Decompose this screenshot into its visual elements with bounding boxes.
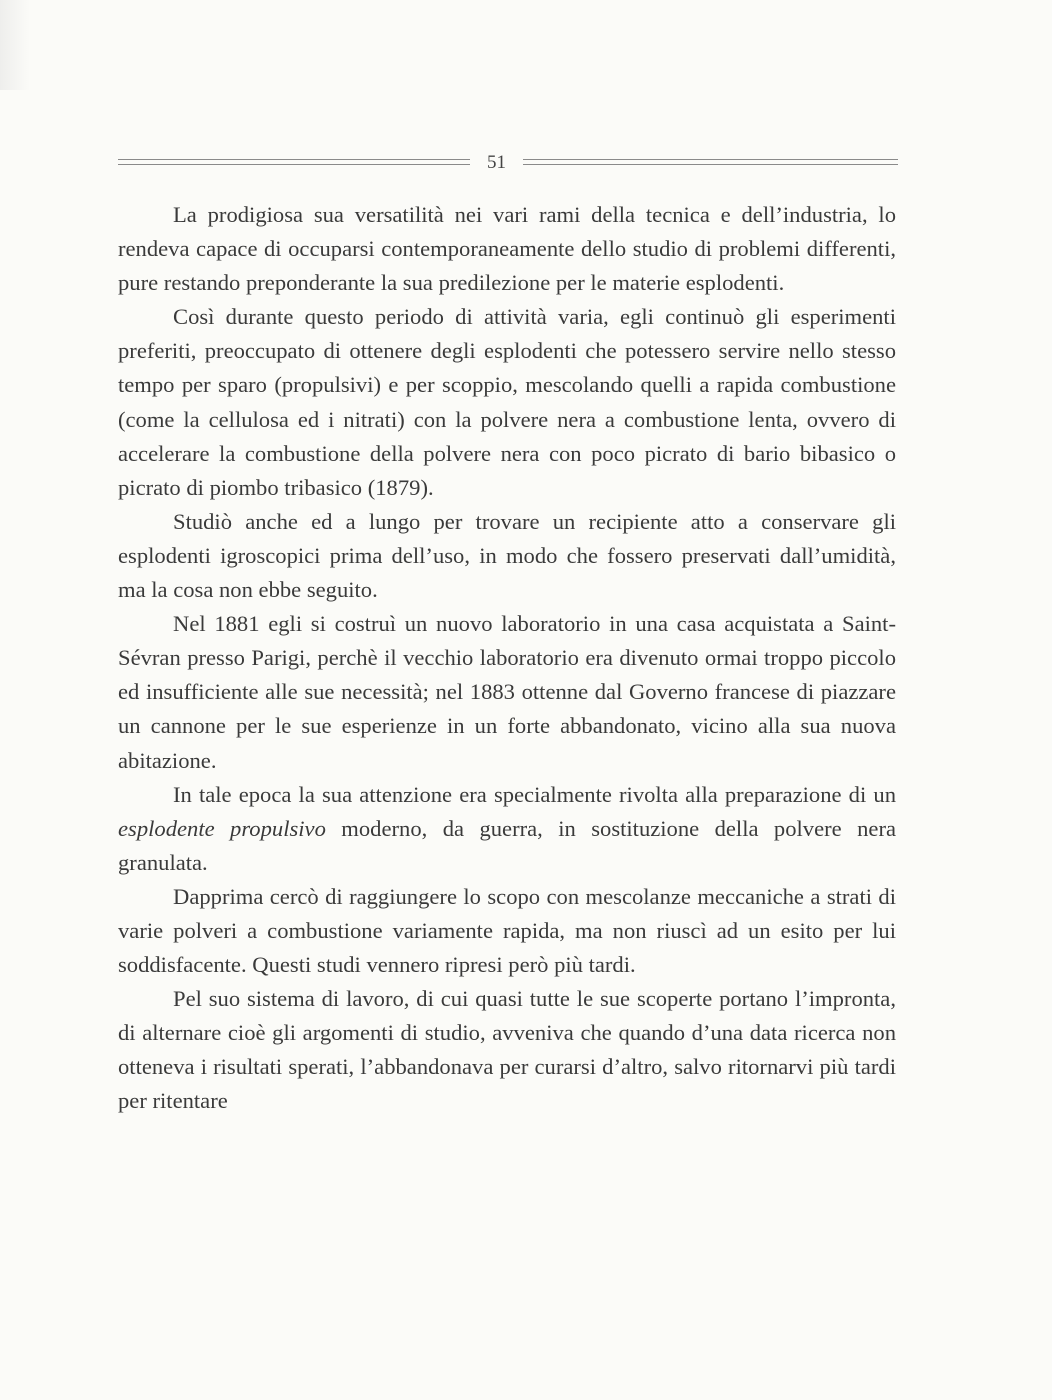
paragraph-2: Così durante questo periodo di attività varia, egli continuò gli esperimenti preferiti, preoccupato di ottenere degli esplodenti che potessero servire nello stesso tempo per sparo (propulsivi) e per scoppio, mescolando quelli a rapida combustione (come la cellulosa ed i nitrati) con la polvere nera a combustione lenta, ovvero di accelerare la combustione della polvere nera con poco picrato di bario bibasico o picrato di piombo tribasico (1879). <box>118 304 896 500</box>
paragraph-6: Dapprima cercò di raggiungere lo scopo con mescolanze meccaniche a strati di varie polveri a combustione variamente rapida, ma non riuscì ad un esito per lui soddisfacente. Questi studi vennero ripresi però più tardi. <box>118 883 896 978</box>
page-header <box>118 152 898 174</box>
paragraph-3: Studiò anche ed a lungo per trovare un recipiente atto a conservare gli esplodenti igroscopici prima dell’uso, in modo che fossero preservati dall’umidità, ma la cosa non ebbe seguito. <box>118 508 896 603</box>
paragraph-5-emphasis: esplodente propulsivo <box>118 815 326 841</box>
paragraph-5-after: moderno, da guerra, in sostituzione della polvere nera granulata. <box>118 815 896 875</box>
paragraph-5 <box>118 778 896 880</box>
paragraph-4: Nel 1881 egli si costruì un nuovo laboratorio in una casa acquistata a Saint-Sévran presso Parigi, perchè il vecchio laboratorio era divenuto ormai troppo piccolo ed insufficiente alle sue necessità; nel 1883 ottenne dal Governo francese di piazzare un cannone per le sue esperienze in un forte abbandonato, vicino alla sua nuova abitazione. <box>118 611 896 773</box>
body-text <box>118 198 896 1119</box>
paragraph-7: Pel suo sistema di lavoro, di cui quasi tutte le sue scoperte portano l’impronta, di alternare cioè gli argomenti di studio, avveniva che quando d’una data ricerca non otteneva i risultati sperati, l’abbandonava per curarsi d’altro, salvo ritornarvi più tardi per ritentare <box>118 986 896 1114</box>
header-rule-left <box>118 159 470 165</box>
page-number: 51 <box>487 152 506 173</box>
paragraph-1: La prodigiosa sua versatilità nei vari rami della tecnica e dell’industria, lo rendeva capace di occuparsi contemporaneamente dello studio di problemi differenti, pure restando preponderante la sua predilezione per le materie esplodenti. <box>118 202 896 296</box>
header-rule-right <box>523 159 898 165</box>
page-edge-shadow <box>0 0 30 90</box>
paragraph-5-before: In tale epoca la sua attenzione era specialmente rivolta alla preparazione di un <box>173 781 896 807</box>
